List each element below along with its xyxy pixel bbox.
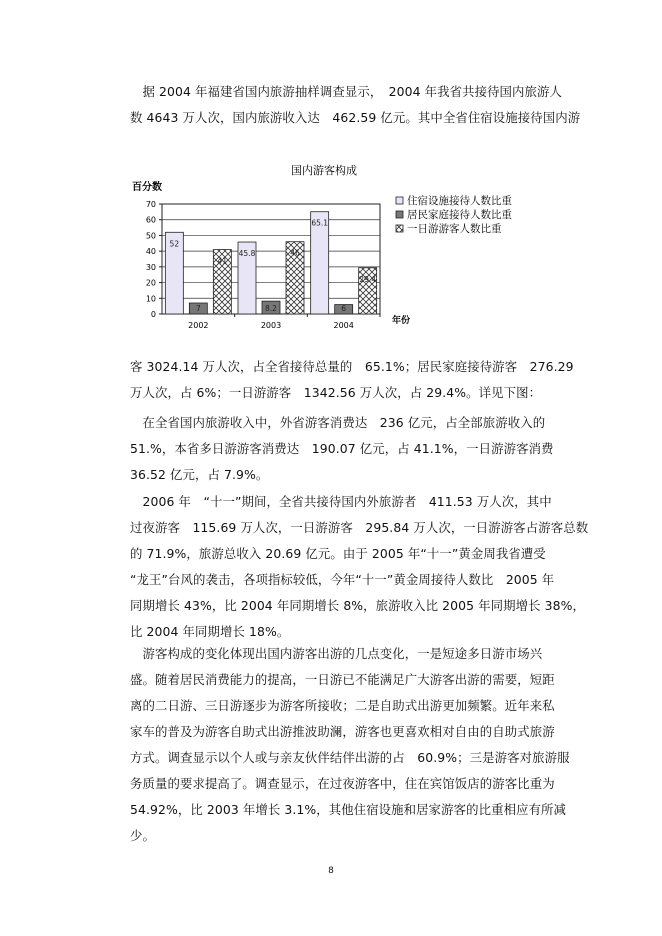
plot-area (162, 204, 380, 314)
text-line: 比 2004 年同期增长 18%。 (130, 624, 290, 639)
text-line: 的 71.9%，旅游总收入 20.69 亿元。由于 2005 年“十一”黄金周我省遭受 (130, 546, 546, 561)
text-line: “龙王”台风的袭击，各项指标较低，今年“十一”黄金周接待人数比 2005 年 (130, 572, 555, 587)
x-tick-label: 2004 (333, 321, 354, 330)
chart-y-axis-label: 百分数 (132, 182, 162, 193)
chart-legend (396, 194, 512, 235)
legend-label: 居民家庭接待人数比重 (407, 209, 512, 221)
chart-grid (162, 204, 380, 314)
legend-label: 一日游游客人数比重 (407, 223, 502, 235)
text-line: 客 3024.14 万人次，占全省接待总量的 65.1%；居民家庭接待游客 276.29 (130, 359, 574, 374)
text-line: 家车的普及为游客自助式出游推波助澜，游客也更喜欢相对自由的自助式旅游 (130, 724, 555, 739)
x-tick-label: 2002 (188, 321, 209, 330)
y-tick-label: 0 (150, 310, 156, 319)
y-tick-label: 20 (145, 278, 156, 288)
chart-x-ticks (188, 314, 380, 330)
data-label: 7 (195, 304, 201, 313)
intro-paragraph (130, 79, 581, 131)
text-line: 同期增长 43%，比 2004 年同期增长 8%，旅游收入比 2005 年同期增长 38%， (130, 598, 585, 613)
data-label: 45.8 (238, 249, 256, 259)
data-label: 41 (217, 256, 228, 266)
legend-swatch (396, 211, 403, 218)
data-label: 46 (290, 248, 300, 258)
text-line: 2006 年 “十一”期间，全省共接待国内外旅游者 411.53 万人次，其中 (130, 494, 552, 509)
y-tick-label: 40 (145, 247, 156, 257)
legend-label: 住宿设施接待人数比重 (407, 195, 512, 207)
text-line: 数 4643 万人次，国内旅游收入达 462.59 亿元。其中全省住宿设施接待国内游 (130, 110, 581, 125)
y-tick-label: 60 (145, 215, 156, 225)
legend-swatch (396, 197, 403, 204)
x-tick-label: 2003 (260, 321, 282, 330)
text-line: 方式。调查显示以个人或与亲友伙伴结伴出游的占 60.9%；三是游客对旅游服 (130, 750, 570, 765)
y-tick-label: 50 (145, 231, 156, 241)
data-label: 6 (341, 304, 347, 313)
y-tick-label: 70 (145, 200, 156, 209)
trends-paragraph (130, 641, 570, 849)
data-label: 29.4 (359, 274, 377, 284)
text-line: 万人次，占 6%；一日游游客 1342.56 万人次，占 29.4%。详见下图： (130, 385, 542, 400)
golden-week-paragraph (130, 489, 589, 645)
text-line: 54.92%，比 2003 年增长 3.1%，其他住宿设施和居家游客的比重相应有所减 (130, 802, 567, 817)
data-label: 52 (169, 239, 180, 249)
y-tick-label: 10 (145, 294, 156, 304)
income-paragraph (130, 410, 554, 488)
page-number: 8 (328, 866, 334, 876)
text-line: 盛。随着居民消费能力的提高，一日游已不能满足广大游客出游的需要，短距 (130, 672, 555, 687)
text-line: 据 2004 年福建省国内旅游抽样调查显示， 2004 年我省共接待国内旅游人 (130, 84, 563, 99)
data-label: 8.2 (265, 304, 277, 313)
chart-x-axis-label: 年份 (392, 316, 411, 326)
text-line: 36.52 亿元，占 7.9%。 (130, 467, 269, 482)
text-line: 务质量的要求提高了。调查显示，在过夜游客中，住在宾馆饭店的游客比重为 (130, 776, 555, 791)
composition-paragraph (130, 354, 574, 406)
y-tick-label: 30 (145, 262, 156, 272)
data-label: 65.1 (311, 218, 329, 228)
text-line: 过夜游客 115.69 万人次，一日游游客 295.84 万人次，一日游游客占游客总数 (130, 520, 589, 535)
legend-swatch (396, 225, 403, 232)
text-line: 51.%，本省多日游游客消费达 190.07 亿元，占 41.1%，一日游游客消费 (130, 441, 554, 456)
text-line: 在全省国内旅游收入中，外省游客消费达 236 亿元，占全部旅游收入的 (130, 415, 546, 430)
text-line: 离的二日游、三日游逐步为游客所接收；二是自助式出游更加频繁。近年来私 (130, 698, 555, 713)
chart-title: 国内游客构成 (291, 164, 357, 177)
tourist-composition-chart (126, 152, 572, 338)
text-line: 游客构成的变化体现出国内游客出游的几点变化，一是短途多日游市场兴 (130, 646, 543, 661)
text-line: 少。 (130, 828, 155, 843)
chart-y-ticks (146, 200, 162, 319)
